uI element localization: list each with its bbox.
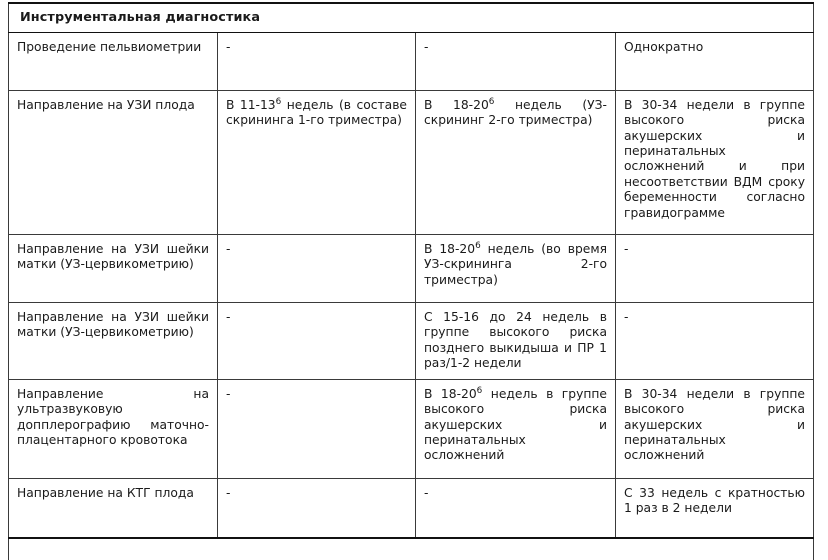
table-row bbox=[9, 234, 814, 302]
row-label-ctg: Направление на КТГ плода bbox=[9, 478, 218, 538]
cell-cervicometry-screening-trimester-3: - bbox=[616, 234, 814, 302]
table-row bbox=[9, 90, 814, 234]
instrumental-diagnostics-table bbox=[8, 2, 814, 560]
text-suffix: недель (в составе скрининга 1-го триместра) bbox=[226, 97, 408, 128]
cell-dopplerography-trimester-2 bbox=[416, 379, 616, 478]
text-suffix: недель в группе высокого риска акушерских и перинатальных осложнений bbox=[424, 386, 608, 463]
cell-cervicometry-screening-trimester-1: - bbox=[218, 234, 416, 302]
cell-fetal-ultrasound-trimester-2 bbox=[416, 90, 616, 234]
cell-ctg-trimester-2: - bbox=[416, 478, 616, 538]
row-label-cervicometry-highrisk: Направление на УЗИ шейки матки (УЗ-цервикометрию) bbox=[9, 302, 218, 379]
text-prefix: В 18-20 bbox=[424, 97, 489, 112]
text-prefix: В 11-13 bbox=[226, 97, 276, 112]
superscript-weeks: 6 bbox=[475, 240, 481, 251]
cell-dopplerography-trimester-3: В 30-34 недели в группе высокого риска акушерских и перинатальных осложнений bbox=[616, 379, 814, 478]
table-row bbox=[9, 302, 814, 379]
row-label-pelviometry: Проведение пельвиометрии bbox=[9, 32, 218, 90]
cell-cervicometry-highrisk-trimester-2: С 15-16 до 24 недель в группе высокого риска позднего выкидыша и ПР 1 раз/1-2 недели bbox=[416, 302, 616, 379]
text-prefix: В 18-20 bbox=[424, 386, 477, 401]
row-label-cervicometry-screening: Направление на УЗИ шейки матки (УЗ-цервикометрию) bbox=[9, 234, 218, 302]
cell-cervicometry-screening-trimester-2 bbox=[416, 234, 616, 302]
cell-ctg-trimester-1: - bbox=[218, 478, 416, 538]
cell-pelviometry-trimester-1: - bbox=[218, 32, 416, 90]
text-prefix: В 18-20 bbox=[424, 241, 476, 256]
table-row bbox=[9, 32, 814, 90]
cell-pelviometry-trimester-3: Однократно bbox=[616, 32, 814, 90]
cell-fetal-ultrasound-trimester-1 bbox=[218, 90, 416, 234]
cell-pelviometry-trimester-2: - bbox=[416, 32, 616, 90]
superscript-weeks: 6 bbox=[275, 96, 282, 107]
text-suffix: недель (во время УЗ-скрининга 2-го триместра) bbox=[424, 241, 607, 287]
table-section-header-row bbox=[9, 3, 814, 32]
table-row bbox=[9, 478, 814, 538]
cell-cervicometry-highrisk-trimester-1: - bbox=[218, 302, 416, 379]
row-label-fetal-ultrasound: Направление на УЗИ плода bbox=[9, 90, 218, 234]
cell-ctg-trimester-3: С 33 недель с кратностью 1 раз в 2 недели bbox=[616, 478, 814, 538]
cell-fetal-ultrasound-trimester-3: В 30-34 недели в группе высокого риска акушерских и перинатальных осложнений и при несоответствии ВДМ сроку беременности согласно гравидограмме bbox=[616, 90, 814, 234]
row-label-dopplerography: Направление на ультразвуковую допплерографию маточно-плацентарного кровотока bbox=[9, 379, 218, 478]
cell-dopplerography-trimester-1: - bbox=[218, 379, 416, 478]
superscript-weeks: 6 bbox=[488, 96, 495, 107]
superscript-weeks: 6 bbox=[476, 385, 483, 396]
table-row bbox=[9, 379, 814, 478]
section-title: Инструментальная диагностика bbox=[9, 3, 814, 32]
cell-cervicometry-highrisk-trimester-3: - bbox=[616, 302, 814, 379]
text-suffix: недель (УЗ-скрининг 2-го триместра) bbox=[424, 97, 607, 128]
